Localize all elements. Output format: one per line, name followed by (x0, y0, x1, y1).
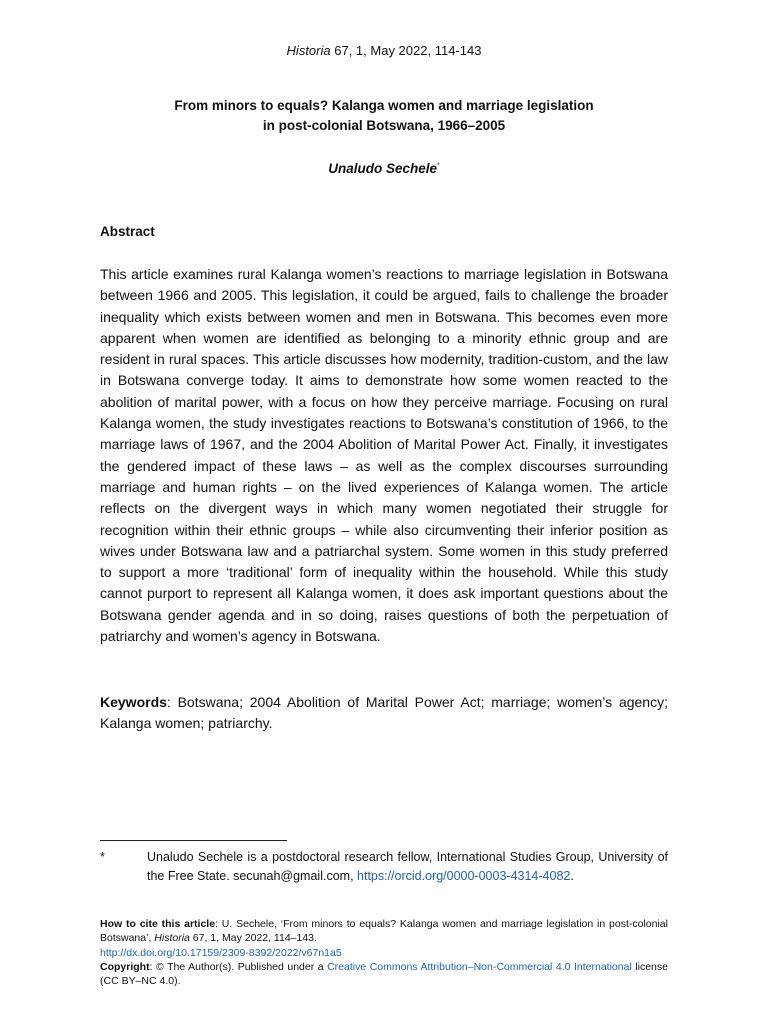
author-line (0, 161, 768, 176)
copyright-text: : © The Author(s). Published under a (149, 960, 328, 973)
article-title (100, 96, 668, 136)
footnote-mark: * (100, 850, 105, 864)
copyright-label: Copyright (100, 960, 150, 973)
author-footnote-mark: * (437, 162, 440, 170)
footnote-body (147, 848, 668, 886)
license-link[interactable]: Creative Commons Attribution–Non-Commercial 4.0 International (327, 960, 632, 973)
license-end: license (CC BY–NC 4.0). (100, 960, 668, 988)
citation-block (100, 917, 668, 988)
title-line-1: From minors to equals? Kalanga women and marriage legislation (174, 98, 594, 113)
keywords-text: : Botswana; 2004 Abolition of Marital Power Act; marriage; women’s agency; Kalanga women; patriarchy. (100, 694, 668, 732)
abstract-heading: Abstract (100, 224, 155, 239)
running-header (0, 43, 768, 58)
copyright-line (100, 960, 668, 989)
author-footnote (100, 848, 668, 886)
footnote-divider (100, 840, 287, 841)
keywords-label: Keywords (100, 694, 167, 710)
citation-label: How to cite this article (100, 918, 216, 930)
abstract-body: This article examines rural Kalanga women’s reactions to marriage legislation in Botswana between 1966 and 2005. This legislation, it could be argued, fails to challenge the broader inequality which exists between women and men in Botswana. This becomes even more apparent when women are identified as belonging to a minority ethnic group and are resident in rural spaces. This article discusses how modernity, tradition-custom, and the law in Botswana converge today. It aims to demonstrate how some women reacted to the abolition of marital power, with a focus on how they perceive marriage. Focusing on rural Kalanga women, the study investigates reactions to Botswana’s constitution of 1966, to the marriage laws of 1967, and the 2004 Abolition of Marital Power Act. Finally, it investigates the gendered impact of these laws – as well as the complex discourses surrounding marriage and human rights – on the lived experiences of Kalanga women. The article reflects on the divergent ways in which many women negotiated their struggle for recognition within their ethnic groups – while also circumventing their inferior position as wives under Botswana law and a patriarchal system. Some women in this study preferred to support a more ‘traditional’ form of inequality within the household. While this study cannot purport to represent all Kalanga women, it does ask important questions about the Botswana gender agenda and in so doing, raises questions of both the perpetuation of patriarchy and women’s agency in Botswana. (100, 266, 668, 645)
citation-text-after: 67, 1, May 2022, 114–143. (189, 932, 317, 945)
orcid-link[interactable]: https://orcid.org/0000-0003-4314-4082 (357, 869, 571, 883)
volume-info: 67, 1, May 2022, 114-143 (334, 43, 482, 58)
footnote-end: . (570, 869, 574, 883)
citation-text-before: : U. Sechele, ‘From minors to equals? Kalanga women and marriage legislation in post-colonial Botswana’, (100, 918, 668, 945)
journal-name: Historia (286, 43, 331, 58)
citation-line (100, 917, 668, 946)
footnote-text: Unaludo Sechele is a postdoctoral research fellow, International Studies Group, University of the Free State. secunah@gmail.com, (147, 850, 668, 883)
doi-link[interactable]: http://dx.doi.org/10.17159/2309-8392/2022/v67n1a5 (100, 946, 342, 959)
author-name: Unaludo Sechele (328, 161, 438, 176)
keywords (100, 692, 668, 735)
citation-journal: Historia (154, 932, 190, 945)
title-line-2: in post-colonial Botswana, 1966–2005 (262, 118, 506, 133)
